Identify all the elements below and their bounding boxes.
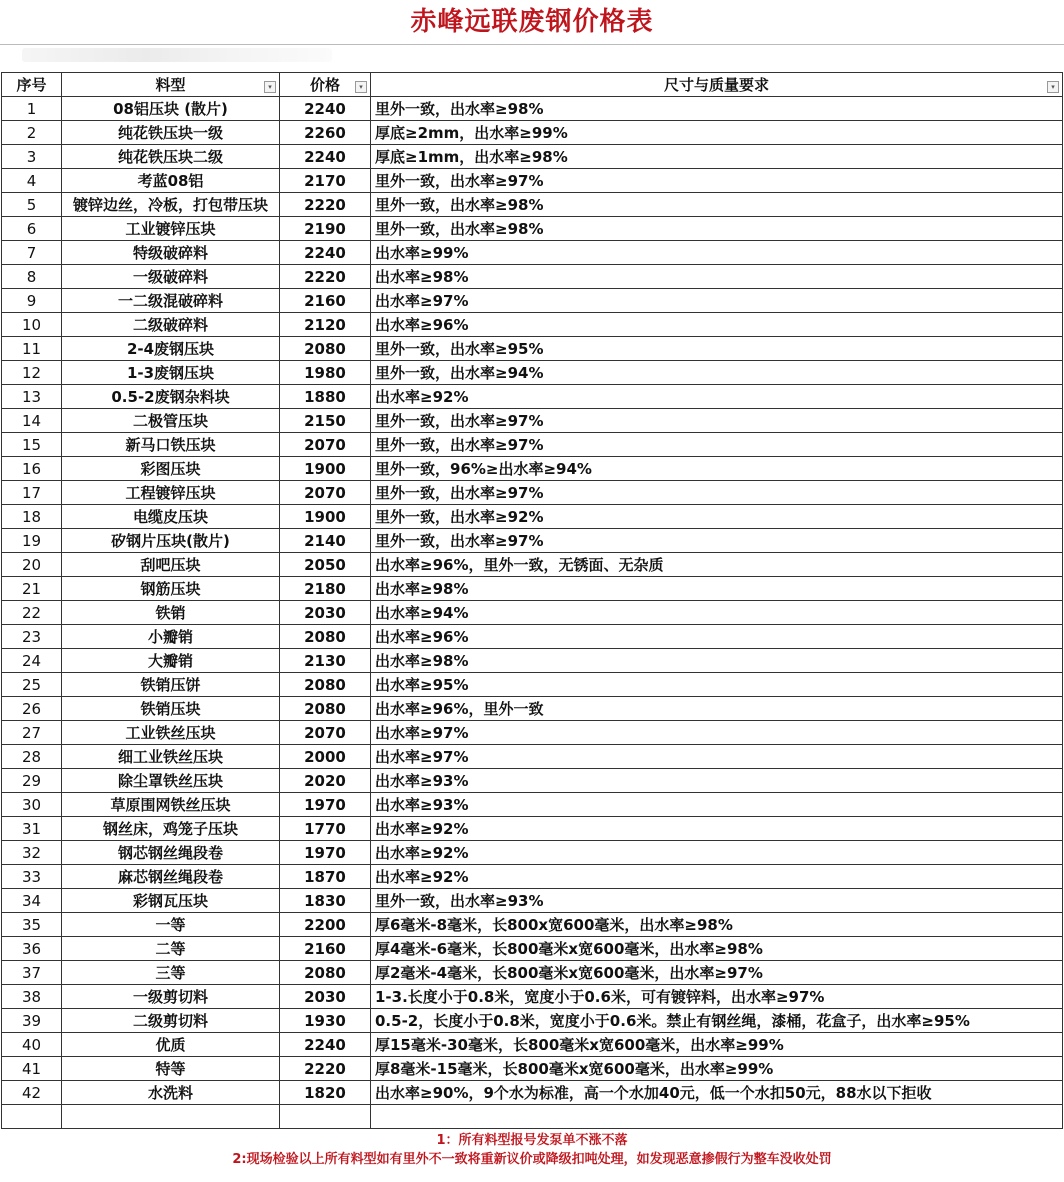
table-row: [2, 193, 1063, 217]
price-table: [1, 72, 1063, 1129]
material-name: 镀锌边丝，冷板，打包带压块: [62, 193, 280, 217]
requirement-text: 厚底≥1mm，出水率≥98%: [371, 145, 1063, 169]
row-index: 24: [2, 649, 62, 673]
row-index: 34: [2, 889, 62, 913]
requirement-text: 出水率≥96%，里外一致: [371, 697, 1063, 721]
row-index: 5: [2, 193, 62, 217]
row-index: 32: [2, 841, 62, 865]
row-index: 19: [2, 529, 62, 553]
header-index-label: 序号: [16, 75, 47, 94]
table-body: [2, 97, 1063, 1129]
table-row: [2, 481, 1063, 505]
row-index: 1: [2, 97, 62, 121]
material-name: 工业铁丝压块: [62, 721, 280, 745]
row-index: 35: [2, 913, 62, 937]
material-name: 钢丝床，鸡笼子压块: [62, 817, 280, 841]
price-value: 1930: [280, 1009, 371, 1033]
table-row: [2, 673, 1063, 697]
price-value: 2080: [280, 673, 371, 697]
requirement-text: 0.5-2，长度小于0.8米，宽度小于0.6米。禁止有钢丝绳，漆桶，花盒子，出水率≥95%: [371, 1009, 1063, 1033]
material-name: 电缆皮压块: [62, 505, 280, 529]
row-index: 17: [2, 481, 62, 505]
material-name: 大瓣销: [62, 649, 280, 673]
empty-cell: [371, 1105, 1063, 1129]
footnotes: [0, 1131, 1064, 1169]
table-row: [2, 313, 1063, 337]
row-index: 42: [2, 1081, 62, 1105]
table-row: [2, 865, 1063, 889]
row-index: 38: [2, 985, 62, 1009]
empty-cell: [280, 1105, 371, 1129]
table-row: [2, 361, 1063, 385]
requirement-text: 里外一致，出水率≥98%: [371, 193, 1063, 217]
row-index: 7: [2, 241, 62, 265]
price-value: 2240: [280, 97, 371, 121]
requirement-text: 里外一致，出水率≥93%: [371, 889, 1063, 913]
material-name: 铁销: [62, 601, 280, 625]
table-row: [2, 649, 1063, 673]
material-name: 铁销压饼: [62, 673, 280, 697]
table-header-row: [2, 73, 1063, 97]
table-row: [2, 529, 1063, 553]
material-name: 一级剪切料: [62, 985, 280, 1009]
material-name: 彩图压块: [62, 457, 280, 481]
row-index: 10: [2, 313, 62, 337]
requirement-text: 里外一致，出水率≥97%: [371, 481, 1063, 505]
material-name: 三等: [62, 961, 280, 985]
price-value: 1980: [280, 361, 371, 385]
table-row: [2, 553, 1063, 577]
requirement-text: 里外一致，出水率≥98%: [371, 217, 1063, 241]
row-index: 23: [2, 625, 62, 649]
material-name: 2-4废钢压块: [62, 337, 280, 361]
requirement-text: 出水率≥99%: [371, 241, 1063, 265]
empty-cell: [62, 1105, 280, 1129]
row-index: 2: [2, 121, 62, 145]
material-name: 一级破碎料: [62, 265, 280, 289]
price-value: 2080: [280, 625, 371, 649]
row-index: 30: [2, 793, 62, 817]
row-index: 3: [2, 145, 62, 169]
requirement-text: 里外一致，出水率≥97%: [371, 409, 1063, 433]
price-value: 2070: [280, 481, 371, 505]
price-value: 2190: [280, 217, 371, 241]
price-value: 1900: [280, 457, 371, 481]
table-row: [2, 337, 1063, 361]
material-name: 二级破碎料: [62, 313, 280, 337]
row-index: 41: [2, 1057, 62, 1081]
table-row: [2, 289, 1063, 313]
requirement-text: 厚底≥2mm，出水率≥99%: [371, 121, 1063, 145]
table-row: [2, 97, 1063, 121]
table-row: [2, 913, 1063, 937]
row-index: 26: [2, 697, 62, 721]
price-value: 2160: [280, 937, 371, 961]
requirement-text: 出水率≥98%: [371, 577, 1063, 601]
row-index: 22: [2, 601, 62, 625]
price-value: 2240: [280, 1033, 371, 1057]
table-row: [2, 433, 1063, 457]
requirement-text: 里外一致，出水率≥97%: [371, 169, 1063, 193]
material-name: 工业镀锌压块: [62, 217, 280, 241]
price-value: 1880: [280, 385, 371, 409]
header-index: [2, 73, 62, 97]
requirement-text: 出水率≥92%: [371, 817, 1063, 841]
header-material-label: 料型: [155, 75, 186, 94]
material-name: 草原围网铁丝压块: [62, 793, 280, 817]
header-price-label: 价格: [309, 75, 340, 94]
price-value: 2240: [280, 241, 371, 265]
row-index: 36: [2, 937, 62, 961]
table-row: [2, 985, 1063, 1009]
table-row: [2, 793, 1063, 817]
requirement-text: 出水率≥94%: [371, 601, 1063, 625]
material-name: 新马口铁压块: [62, 433, 280, 457]
table-row: [2, 505, 1063, 529]
requirement-text: 里外一致，出水率≥94%: [371, 361, 1063, 385]
price-value: 2070: [280, 433, 371, 457]
row-index: 6: [2, 217, 62, 241]
price-value: 1870: [280, 865, 371, 889]
requirement-text: 出水率≥92%: [371, 385, 1063, 409]
material-name: 一二级混破碎料: [62, 289, 280, 313]
row-index: 9: [2, 289, 62, 313]
row-index: 29: [2, 769, 62, 793]
table-row: [2, 121, 1063, 145]
material-name: 小瓣销: [62, 625, 280, 649]
row-index: 20: [2, 553, 62, 577]
material-name: 彩钢瓦压块: [62, 889, 280, 913]
requirement-text: 里外一致，出水率≥92%: [371, 505, 1063, 529]
material-name: 1-3废钢压块: [62, 361, 280, 385]
price-value: 2070: [280, 721, 371, 745]
row-index: 11: [2, 337, 62, 361]
empty-row: [2, 1105, 1063, 1129]
price-value: 2170: [280, 169, 371, 193]
table-row: [2, 1081, 1063, 1105]
requirement-text: 出水率≥97%: [371, 289, 1063, 313]
page-title: 赤峰远联废钢价格表: [410, 7, 654, 37]
material-name: 0.5-2废钢杂料块: [62, 385, 280, 409]
table-row: [2, 241, 1063, 265]
price-value: 2130: [280, 649, 371, 673]
requirement-text: 里外一致，出水率≥97%: [371, 529, 1063, 553]
requirement-text: 出水率≥98%: [371, 265, 1063, 289]
requirement-text: 厚2毫米-4毫米，长800毫米x宽600毫米，出水率≥97%: [371, 961, 1063, 985]
requirement-text: 出水率≥90%，9个水为标准，高一个水加40元，低一个水扣50元，88水以下拒收: [371, 1081, 1063, 1105]
material-name: 刮吧压块: [62, 553, 280, 577]
row-index: 18: [2, 505, 62, 529]
row-index: 16: [2, 457, 62, 481]
requirement-text: 出水率≥96%，里外一致，无锈面、无杂质: [371, 553, 1063, 577]
table-row: [2, 409, 1063, 433]
row-index: 25: [2, 673, 62, 697]
requirement-text: 厚6毫米-8毫米，长800x宽600毫米，出水率≥98%: [371, 913, 1063, 937]
header-requirements: [371, 73, 1063, 97]
material-name: 细工业铁丝压块: [62, 745, 280, 769]
price-value: 2150: [280, 409, 371, 433]
price-value: 1970: [280, 841, 371, 865]
empty-cell: [2, 1105, 62, 1129]
row-index: 12: [2, 361, 62, 385]
material-name: 水洗料: [62, 1081, 280, 1105]
price-value: 2030: [280, 601, 371, 625]
row-index: 14: [2, 409, 62, 433]
requirement-text: 出水率≥96%: [371, 625, 1063, 649]
material-name: 铁销压块: [62, 697, 280, 721]
price-value: 2180: [280, 577, 371, 601]
material-name: 工程镀锌压块: [62, 481, 280, 505]
footnote-2: 2:现场检验以上所有料型如有里外不一致将重新议价或降级扣吨处理，如发现恶意掺假行为整车没收处罚: [232, 1152, 832, 1167]
header-requirements-label: 尺寸与质量要求: [663, 75, 769, 94]
price-value: 2030: [280, 985, 371, 1009]
requirement-text: 厚15毫米-30毫米，长800毫米x宽600毫米，出水率≥99%: [371, 1033, 1063, 1057]
table-row: [2, 385, 1063, 409]
table-row: [2, 601, 1063, 625]
material-name: 钢芯钢丝绳段卷: [62, 841, 280, 865]
table-row: [2, 769, 1063, 793]
table-row: [2, 721, 1063, 745]
table-row: [2, 1009, 1063, 1033]
row-index: 8: [2, 265, 62, 289]
filter-dropdown-icon[interactable]: ▾: [264, 81, 276, 93]
material-name: 优质: [62, 1033, 280, 1057]
requirement-text: 里外一致，出水率≥95%: [371, 337, 1063, 361]
material-name: 考蓝08铝: [62, 169, 280, 193]
header-material: [62, 73, 280, 97]
requirement-text: 里外一致，出水率≥98%: [371, 97, 1063, 121]
price-value: 2050: [280, 553, 371, 577]
material-name: 二等: [62, 937, 280, 961]
row-index: 15: [2, 433, 62, 457]
price-value: 2220: [280, 193, 371, 217]
filter-dropdown-icon[interactable]: ▾: [1047, 81, 1059, 93]
material-name: 麻芯钢丝绳段卷: [62, 865, 280, 889]
requirement-text: 出水率≥97%: [371, 745, 1063, 769]
price-value: 2140: [280, 529, 371, 553]
row-index: 21: [2, 577, 62, 601]
material-name: 08铝压块 (散片): [62, 97, 280, 121]
requirement-text: 出水率≥92%: [371, 841, 1063, 865]
price-value: 1820: [280, 1081, 371, 1105]
price-value: 2160: [280, 289, 371, 313]
row-index: 4: [2, 169, 62, 193]
table-row: [2, 577, 1063, 601]
requirement-text: 出水率≥97%: [371, 721, 1063, 745]
blurred-subtitle-region: [22, 48, 332, 62]
table-row: [2, 841, 1063, 865]
table-row: [2, 697, 1063, 721]
price-value: 2000: [280, 745, 371, 769]
table-row: [2, 217, 1063, 241]
table-row: [2, 1033, 1063, 1057]
row-index: 13: [2, 385, 62, 409]
table-row: [2, 169, 1063, 193]
material-name: 特等: [62, 1057, 280, 1081]
row-index: 31: [2, 817, 62, 841]
price-value: 2080: [280, 697, 371, 721]
requirement-text: 出水率≥92%: [371, 865, 1063, 889]
price-value: 1900: [280, 505, 371, 529]
material-name: 纯花铁压块一级: [62, 121, 280, 145]
material-name: 二级剪切料: [62, 1009, 280, 1033]
table-row: [2, 145, 1063, 169]
price-value: 1770: [280, 817, 371, 841]
requirement-text: 1-3.长度小于0.8米，宽度小于0.6米，可有镀锌料，出水率≥97%: [371, 985, 1063, 1009]
price-value: 2080: [280, 337, 371, 361]
material-name: 纯花铁压块二级: [62, 145, 280, 169]
title-divider: [0, 44, 1064, 45]
table-row: [2, 961, 1063, 985]
requirement-text: 出水率≥95%: [371, 673, 1063, 697]
price-value: 2220: [280, 265, 371, 289]
material-name: 一等: [62, 913, 280, 937]
table-row: [2, 937, 1063, 961]
price-value: 2020: [280, 769, 371, 793]
table-row: [2, 265, 1063, 289]
requirement-text: 厚8毫米-15毫米，长800毫米x宽600毫米，出水率≥99%: [371, 1057, 1063, 1081]
row-index: 37: [2, 961, 62, 985]
requirement-text: 出水率≥93%: [371, 793, 1063, 817]
filter-dropdown-icon[interactable]: ▾: [355, 81, 367, 93]
row-index: 27: [2, 721, 62, 745]
table-row: [2, 817, 1063, 841]
table-row: [2, 457, 1063, 481]
price-value: 2200: [280, 913, 371, 937]
table-row: [2, 745, 1063, 769]
requirement-text: 出水率≥96%: [371, 313, 1063, 337]
price-value: 2220: [280, 1057, 371, 1081]
material-name: 特级破碎料: [62, 241, 280, 265]
row-index: 39: [2, 1009, 62, 1033]
price-value: 2080: [280, 961, 371, 985]
table-row: [2, 1057, 1063, 1081]
price-value: 1970: [280, 793, 371, 817]
table-row: [2, 625, 1063, 649]
row-index: 33: [2, 865, 62, 889]
price-value: 2260: [280, 121, 371, 145]
price-value: 2240: [280, 145, 371, 169]
table-row: [2, 889, 1063, 913]
footnote-1: 1：所有料型报号发泵单不涨不落: [436, 1133, 628, 1148]
price-value: 2120: [280, 313, 371, 337]
row-index: 28: [2, 745, 62, 769]
requirement-text: 厚4毫米-6毫米，长800毫米x宽600毫米，出水率≥98%: [371, 937, 1063, 961]
requirement-text: 出水率≥93%: [371, 769, 1063, 793]
requirement-text: 里外一致，96%≥出水率≥94%: [371, 457, 1063, 481]
price-value: 1830: [280, 889, 371, 913]
requirement-text: 出水率≥98%: [371, 649, 1063, 673]
material-name: 二极管压块: [62, 409, 280, 433]
requirement-text: 里外一致，出水率≥97%: [371, 433, 1063, 457]
material-name: 除尘罩铁丝压块: [62, 769, 280, 793]
header-price: [280, 73, 371, 97]
material-name: 钢筋压块: [62, 577, 280, 601]
row-index: 40: [2, 1033, 62, 1057]
material-name: 矽钢片压块(散片): [62, 529, 280, 553]
